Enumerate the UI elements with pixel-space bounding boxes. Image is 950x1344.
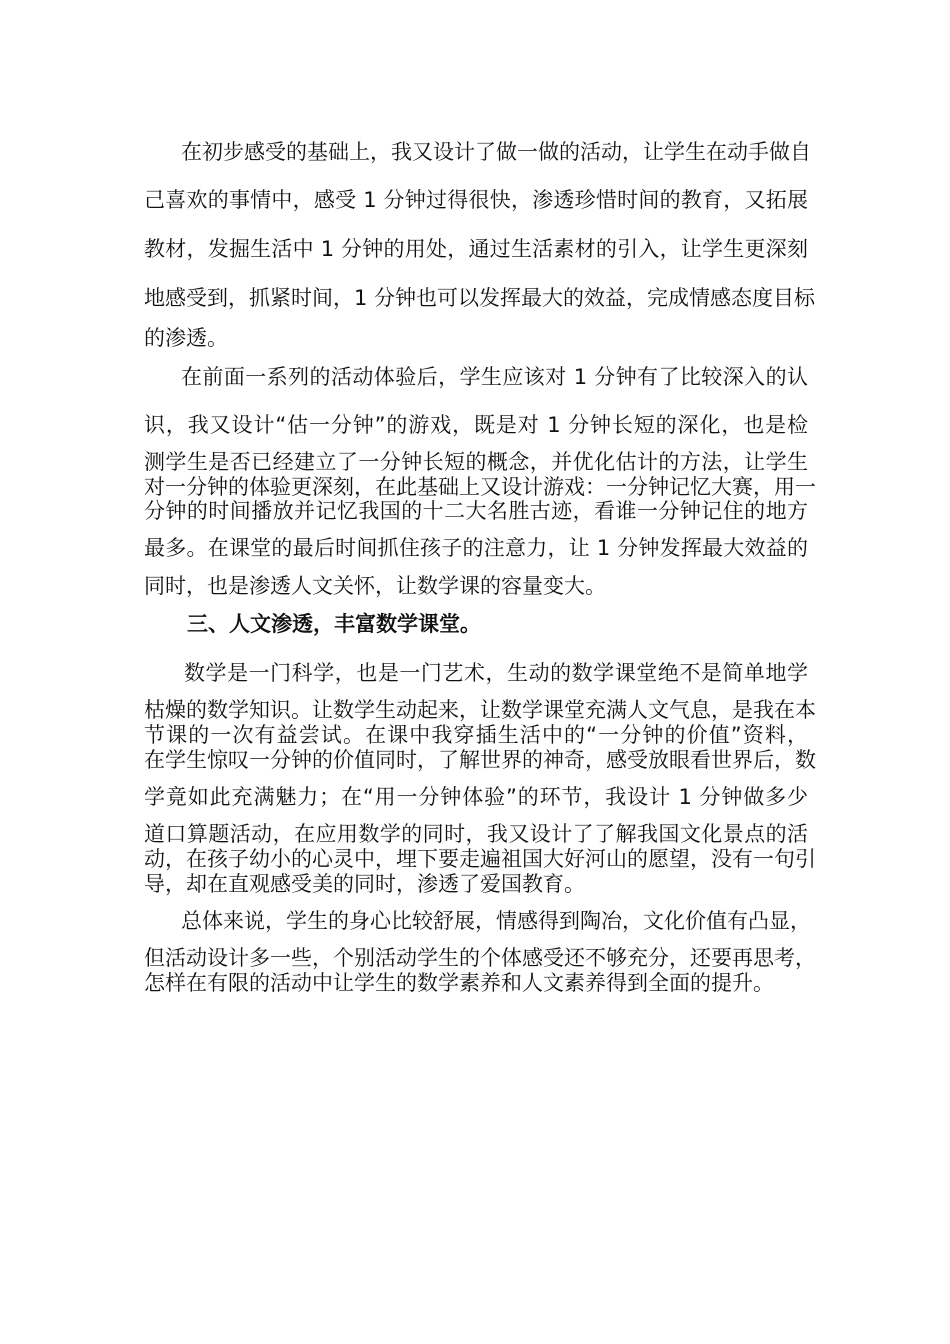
paragraph-line: 总体来说，学生的身心比较舒展，情感得到陶冶，文化价值有凸显，	[181, 909, 811, 933]
paragraph-line: 识，我又设计“估一分钟”的游戏，既是对 1 分钟长短的深化，也是检	[144, 413, 808, 437]
paragraph-line: 教材，发掘生活中 1 分钟的用处，通过生活素材的引入，让学生更深刻	[144, 237, 808, 261]
paragraph-line: 但活动设计多一些，个别活动学生的个体感受还不够充分，还要再思考，	[144, 946, 816, 970]
paragraph-line: 地感受到，抓紧时间，1 分钟也可以发挥最大的效益，完成情感态度目标	[144, 286, 816, 310]
paragraph-line: 在初步感受的基础上，我又设计了做一做的活动，让学生在动手做自	[181, 140, 811, 164]
paragraph-line: 最多。在课堂的最后时间抓住孩子的注意力，让 1 分钟发挥最大效益的	[144, 536, 808, 560]
paragraph-line: 导，却在直观感受美的同时，渗透了爱国教育。	[144, 872, 585, 896]
paragraph-line: 学竟如此充满魅力；在“用一分钟体验”的环节，我设计 1 分钟做多少	[144, 785, 808, 809]
paragraph-line: 节课的一次有益尝试。在课中我穿插生活中的“一分钟的价值”资料，	[144, 723, 808, 747]
paragraph-line: 在前面一系列的活动体验后，学生应该对 1 分钟有了比较深入的认	[181, 365, 808, 389]
paragraph-line: 己喜欢的事情中，感受 1 分钟过得很快，渗透珍惜时间的教育，又拓展	[144, 188, 808, 212]
paragraph-line: 数学是一门科学，也是一门艺术，生动的数学课堂绝不是简单地学	[184, 661, 808, 685]
section-heading: 三、人文渗透，丰富数学课堂。	[187, 612, 481, 636]
paragraph-line: 测学生是否已经建立了一分钟长短的概念，并优化估计的方法，让学生	[144, 450, 808, 474]
paragraph-line: 枯燥的数学知识。让数学生动起来，让数学课堂充满人文气息，是我在本	[144, 698, 816, 722]
paragraph-line: 同时，也是渗透人文关怀，让数学课的容量变大。	[144, 574, 606, 598]
paragraph-line: 对一分钟的体验更深刻，在此基础上又设计游戏：一分钟记忆大赛，用一	[144, 475, 816, 499]
paragraph-line: 的渗透。	[144, 326, 228, 350]
paragraph-line: 道口算题活动，在应用数学的同时，我又设计了了解我国文化景点的活	[144, 822, 808, 846]
paragraph-line: 怎样在有限的活动中让学生的数学素养和人文素养得到全面的提升。	[144, 971, 774, 995]
paragraph-line: 分钟的时间播放并记忆我国的十二大名胜古迹，看谁一分钟记住的地方	[144, 499, 808, 523]
paragraph-line: 在学生惊叹一分钟的价值同时，了解世界的神奇，感受放眼看世界后，数	[144, 748, 816, 772]
paragraph-line: 动，在孩子幼小的心灵中，埋下要走遍祖国大好河山的愿望，没有一句引	[144, 847, 816, 871]
